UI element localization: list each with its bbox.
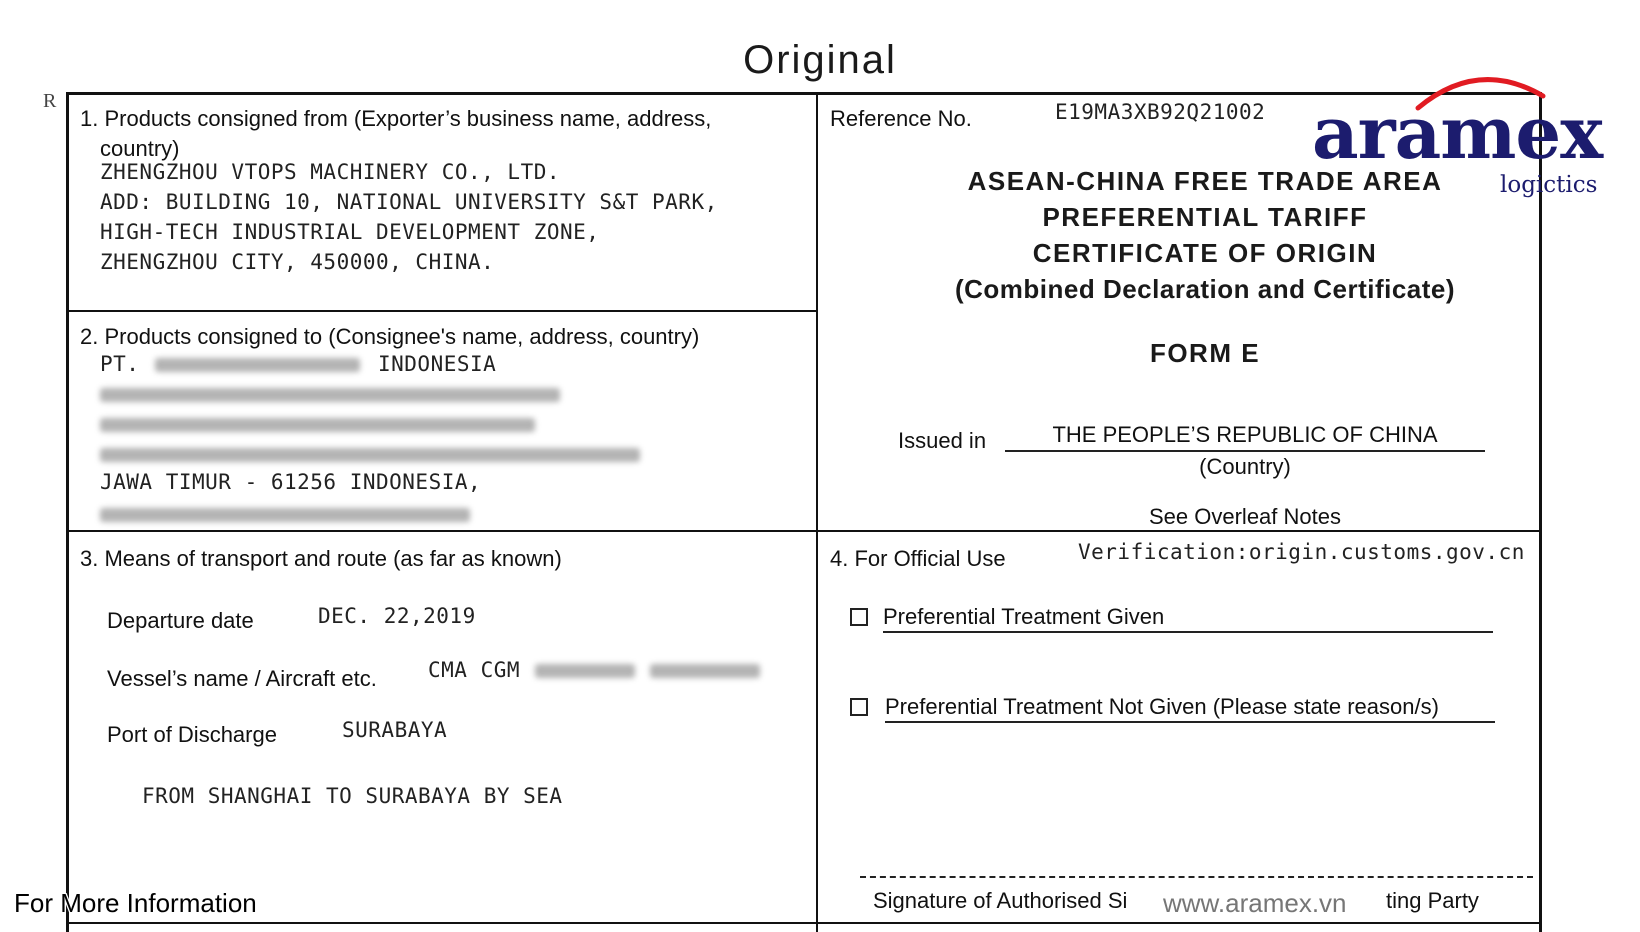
box1-label-cont: country) <box>100 136 180 161</box>
consignee-country: INDONESIA <box>378 352 497 376</box>
reference-value: E19MA3XB92Q21002 <box>1055 100 1266 124</box>
column-divider <box>816 92 818 932</box>
signature-caption-right: ting Party <box>1386 888 1479 913</box>
preferential-given-label: Preferential Treatment Given <box>883 604 1493 633</box>
departure-label: Departure date <box>107 608 254 633</box>
vessel-value: CMA CGM <box>428 658 521 682</box>
exporter-address-3: ZHENGZHOU CITY, 450000, CHINA. <box>100 250 495 274</box>
signature-caption-left: Signature of Authorised Si <box>873 888 1128 913</box>
corner-mark: R <box>43 90 57 112</box>
heading-line-1: ASEAN-CHINA FREE TRADE AREA <box>967 166 1443 196</box>
redacted-address-1 <box>100 388 560 402</box>
box3-label: 3. Means of transport and route (as far as known) <box>80 546 562 571</box>
departure-value: DEC. 22,2019 <box>318 604 476 628</box>
box1-divider <box>66 310 816 312</box>
box4-label: 4. For Official Use <box>830 546 1006 571</box>
heading-line-2: PREFERENTIAL TARIFF <box>1042 202 1368 232</box>
aramex-logo-sub: logictics <box>1500 172 1598 198</box>
consignee-prefix: PT. <box>100 352 140 376</box>
box1-label: 1. Products consigned from (Exporter’s business name, address, <box>80 106 712 131</box>
redacted-vessel-2 <box>650 664 760 678</box>
website-watermark: www.aramex.vn <box>1163 888 1347 918</box>
exporter-name: ZHENGZHOU VTOPS MACHINERY CO., LTD. <box>100 160 561 184</box>
box2-label: 2. Products consigned to (Consignee's name, address, country) <box>80 324 700 349</box>
exporter-address-1: ADD: BUILDING 10, NATIONAL UNIVERSITY S&T PARK, <box>100 190 718 214</box>
redacted-address-4 <box>100 508 470 522</box>
verification-url: Verification:origin.customs.gov.cn <box>1078 540 1525 564</box>
issued-value: THE PEOPLE’S REPUBLIC OF CHINA <box>1005 422 1485 452</box>
reference-label: Reference No. <box>830 106 972 131</box>
preferential-not-given-checkbox[interactable] <box>850 698 868 716</box>
preferential-given-checkbox[interactable] <box>850 608 868 626</box>
redacted-address-3 <box>100 448 640 462</box>
consignee-city: JAWA TIMUR - 61256 INDONESIA, <box>100 470 482 494</box>
vessel-label: Vessel’s name / Aircraft etc. <box>107 666 377 691</box>
aramex-logo: aramex <box>1312 90 1603 175</box>
document-title: Original <box>743 38 897 82</box>
heading-line-3: CERTIFICATE OF ORIGIN <box>1032 238 1378 268</box>
box2-divider <box>66 530 1542 532</box>
form-label: FORM E <box>1149 338 1261 368</box>
redacted-address-2 <box>100 418 535 432</box>
subheading: (Combined Declaration and Certificate) <box>954 274 1456 304</box>
port-label: Port of Discharge <box>107 722 277 747</box>
port-value: SURABAYA <box>342 718 448 742</box>
signature-line <box>860 876 1533 878</box>
exporter-address-2: HIGH-TECH INDUSTRIAL DEVELOPMENT ZONE, <box>100 220 600 244</box>
overleaf-note: See Overleaf Notes <box>1149 504 1341 529</box>
redacted-consignee-name <box>155 358 360 372</box>
route-value: FROM SHANGHAI TO SURABAYA BY SEA <box>142 784 563 808</box>
issued-label: Issued in <box>898 428 987 453</box>
country-caption: (Country) <box>1199 454 1291 479</box>
more-info-link[interactable]: For More Information <box>14 888 257 918</box>
preferential-not-given-label: Preferential Treatment Not Given (Please state reason/s) <box>885 694 1495 723</box>
redacted-vessel-1 <box>535 664 635 678</box>
